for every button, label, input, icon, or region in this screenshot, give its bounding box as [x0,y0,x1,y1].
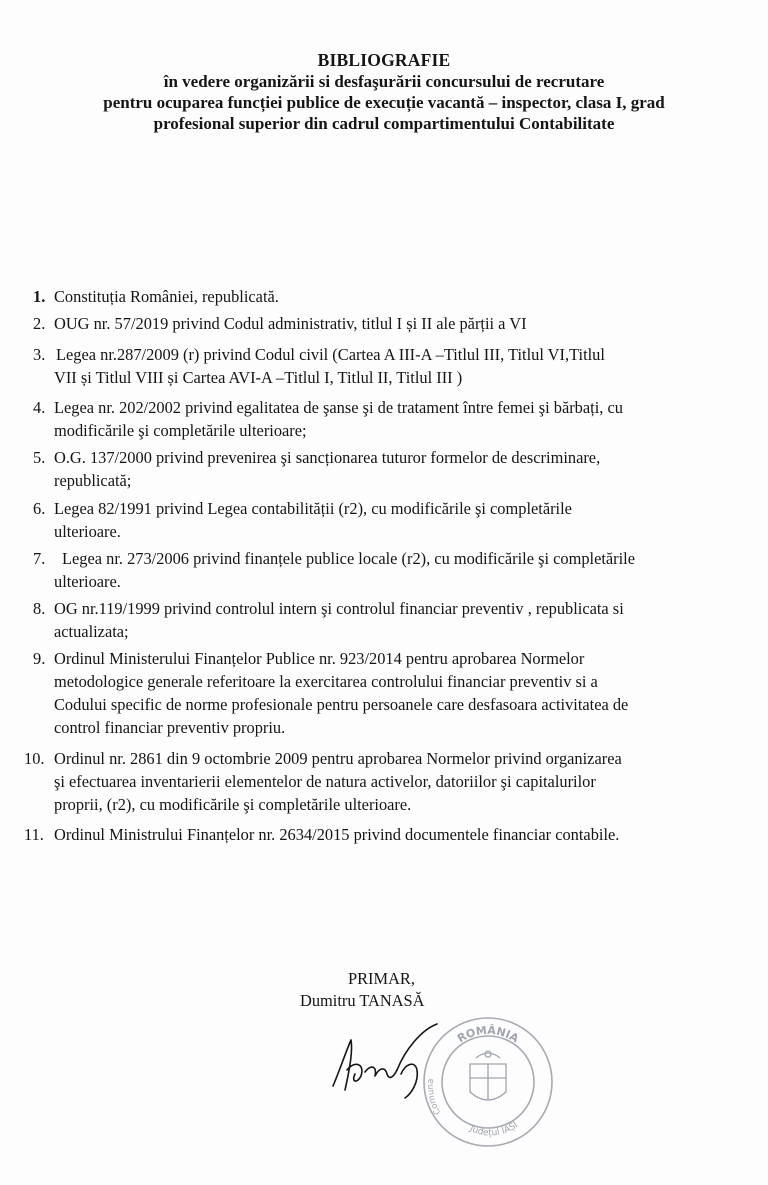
document-header [0,50,768,134]
list-item-number: 9. [33,649,46,668]
list-item-text [56,343,605,366]
list-item-number: 10. [24,749,45,768]
document-subtitle-line: în vedere organizării si desfaşurării concursului de recrutare [163,72,605,91]
document-title: BIBLIOGRAFIE [317,50,451,70]
list-item-line: ulterioare. [54,572,121,591]
list-item-line: proprii, (r2), cu modificările şi completările ulterioare. [54,795,412,814]
list-item-text [54,312,527,335]
list-item-line: şi efectuarea inventarierii elementelor de natura activelor, datoriilor şi capitalurilor [54,772,596,791]
list-item-number: 6. [33,499,46,518]
list-item-line: Constituția României, republicată. [54,287,279,306]
list-item-number: 11. [24,825,44,844]
list-item-line: Legea nr.287/2009 (r) privind Codul civil (Cartea A III-A –Titlul III, Titlul VI,Titlul [56,345,605,364]
list-item-line: VII și Titlul VIII și Cartea AVI-A –Titlul I, Titlul II, Titlul III ) [54,368,463,387]
list-item-line: Codului specific de norme profesionale pentru persoanele care desfasoara activitatea de [54,695,629,714]
list-item-line: metodologice generale referitoare la exercitarea controlului financiar preventiv si a [54,672,598,691]
stamp-bottom-text: Județul IAȘI [468,1120,520,1139]
list-item-line: Ordinul Ministrului Finanțelor nr. 2634/2015 privind documentele financiar contabile. [54,825,620,844]
list-item-text [54,570,121,593]
list-item-number: 1. [33,287,46,306]
list-item-number: 4. [33,398,46,417]
list-item-text [54,647,628,739]
list-item-line: Ordinul nr. 2861 din 9 octombrie 2009 pentru aprobarea Normelor privind organizarea [54,749,622,768]
list-item-line: modificările şi completările ulterioare; [54,421,307,440]
list-item-text [54,366,462,389]
list-item-text [54,747,622,816]
list-item-line: Ordinul Ministerului Finanțelor Publice nr. 923/2014 pentru aprobarea Normelor [54,649,585,668]
list-item-text [54,285,279,308]
list-item-line: Legea 82/1991 privind Legea contabilității (r2), cu modificările şi completările [54,499,572,518]
list-item-number: 8. [33,599,46,618]
list-item-number: 7. [33,549,46,568]
signatory-role: PRIMAR, [348,969,415,988]
list-item-text [54,823,619,846]
list-item-line: O.G. 137/2000 privind prevenirea şi sancționarea tuturor formelor de descriminare, [54,448,601,467]
list-item-line: republicată; [54,471,132,490]
list-item-line: OUG nr. 57/2019 privind Codul administrativ, titlul I și II ale părții a VI [54,314,527,333]
list-item-text [54,396,623,442]
list-item-line: ulterioare. [54,522,121,541]
handwritten-signature [325,1020,455,1100]
list-item-text [54,497,572,543]
coat-of-arms-icon [470,1051,506,1100]
list-item-text [62,547,635,570]
list-item-text [54,446,600,492]
list-item-line: OG nr.119/1999 privind controlul intern şi controlul financiar preventiv , republicata si [54,599,624,618]
signatory-name: Dumitru TANASĂ [300,991,425,1010]
list-item-line: Legea nr. 273/2006 privind finanțele publice locale (r2), cu modificările şi completările [62,549,636,568]
list-item-text [54,597,624,643]
document-subtitle-line: profesional superior din cadrul compartimentului Contabilitate [153,114,615,133]
list-item-number: 2. [33,314,46,333]
list-item-line: Legea nr. 202/2002 privind egalitatea de şanse şi de tratament între femei şi bărbați, cu [54,398,623,417]
document-subtitle-line: pentru ocuparea funcției publice de execuție vacantă – inspector, clasa I, grad [103,93,665,112]
list-item-number: 5. [33,448,46,467]
stamp-left-text: Comuna [425,1078,444,1117]
stamp-top-text: ROMÂNIA [455,1023,521,1046]
list-item-number: 3. [33,345,46,364]
list-item-line: actualizata; [54,622,129,641]
list-item-line: control financiar preventiv propriu. [54,718,286,737]
